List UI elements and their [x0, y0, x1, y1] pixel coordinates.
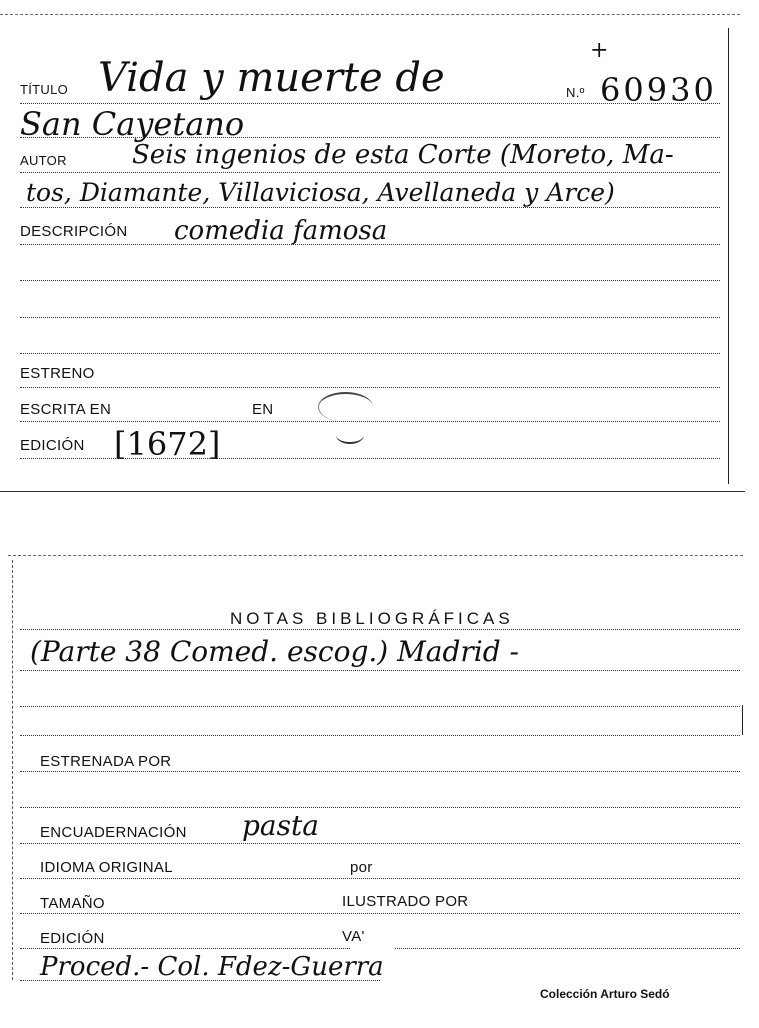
descripcion-rule	[20, 244, 720, 245]
blank-rule	[20, 807, 740, 808]
titulo-rule-2	[20, 137, 720, 138]
autor-value-line2: tos, Diamante, Villaviciosa, Avellaneda y Arce)	[26, 178, 615, 207]
card-left-edge	[12, 560, 13, 980]
por-label: por	[350, 859, 373, 876]
estreno-label: ESTRENO	[20, 365, 95, 382]
titulo-value-line1: Vida y muerte de	[98, 55, 445, 101]
collection-credit: Colección Arturo Sedó	[540, 987, 670, 1001]
smudge-mark	[336, 426, 364, 444]
procedencia-value: Proced.- Col. Fdez-Guerra	[40, 952, 384, 982]
card-top-edge	[0, 14, 740, 15]
blank-rule-1	[20, 280, 720, 281]
autor-label: AUTOR	[20, 153, 67, 168]
number-mark: +	[590, 38, 609, 63]
procedencia-rule	[20, 980, 380, 981]
blank-rule-2	[20, 317, 720, 318]
edicion-back-rule-2	[395, 948, 740, 949]
idioma-rule	[20, 878, 740, 879]
en-label: EN	[252, 401, 274, 418]
edicion-value: [1672]	[114, 425, 221, 463]
catalog-card-back	[0, 500, 759, 1028]
card-top-edge	[8, 555, 743, 556]
notas-rule-3	[20, 706, 740, 707]
titulo-rule	[20, 103, 720, 104]
blank-rule-3	[20, 353, 720, 354]
titulo-label: TÍTULO	[20, 82, 69, 97]
notas-rule-4	[20, 735, 740, 736]
catalog-number: 60930	[600, 71, 717, 109]
notas-value: (Parte 38 Comed. escog.) Madrid -	[30, 635, 520, 668]
encuadernacion-rule	[20, 843, 740, 844]
tamano-rule	[20, 913, 740, 914]
titulo-value-line2: San Cayetano	[20, 105, 245, 143]
tamano-label: TAMAÑO	[40, 895, 105, 912]
va-label: VA'	[342, 928, 365, 945]
autor-value-line1: Seis ingenios de esta Corte (Moreto, Ma-	[132, 140, 674, 170]
ilustrado-por-label: ILUSTRADO POR	[342, 893, 469, 910]
card-right-edge	[742, 705, 743, 735]
number-prefix: N.º	[566, 85, 585, 100]
edicion-back-label: EDICIÓN	[40, 930, 105, 947]
escrita-en-rule	[20, 421, 720, 422]
idioma-original-label: IDIOMA ORIGINAL	[40, 859, 173, 876]
edicion-label: EDICIÓN	[20, 437, 85, 454]
edicion-rule	[20, 458, 720, 459]
card-bottom-edge	[0, 491, 745, 492]
encuadernacion-label: ENCUADERNACIÓN	[40, 824, 187, 841]
smudge-mark	[318, 392, 373, 422]
estreno-rule	[20, 387, 720, 388]
estrenada-rule	[20, 771, 740, 772]
notas-rule-1	[20, 629, 740, 630]
escrita-en-label: ESCRITA EN	[20, 401, 112, 418]
autor-rule	[20, 172, 720, 173]
encuadernacion-value: pasta	[242, 809, 319, 842]
autor-rule-2	[20, 207, 720, 208]
estrenada-por-label: ESTRENADA POR	[40, 753, 172, 770]
card-right-edge	[728, 28, 729, 484]
edicion-back-rule	[20, 948, 350, 949]
catalog-card-front	[0, 0, 759, 492]
notas-rule-2	[20, 670, 740, 671]
descripcion-value: comedia famosa	[174, 216, 388, 246]
notas-heading: NOTAS BIBLIOGRÁFICAS	[230, 609, 514, 628]
descripcion-label: DESCRIPCIÓN	[20, 223, 128, 240]
